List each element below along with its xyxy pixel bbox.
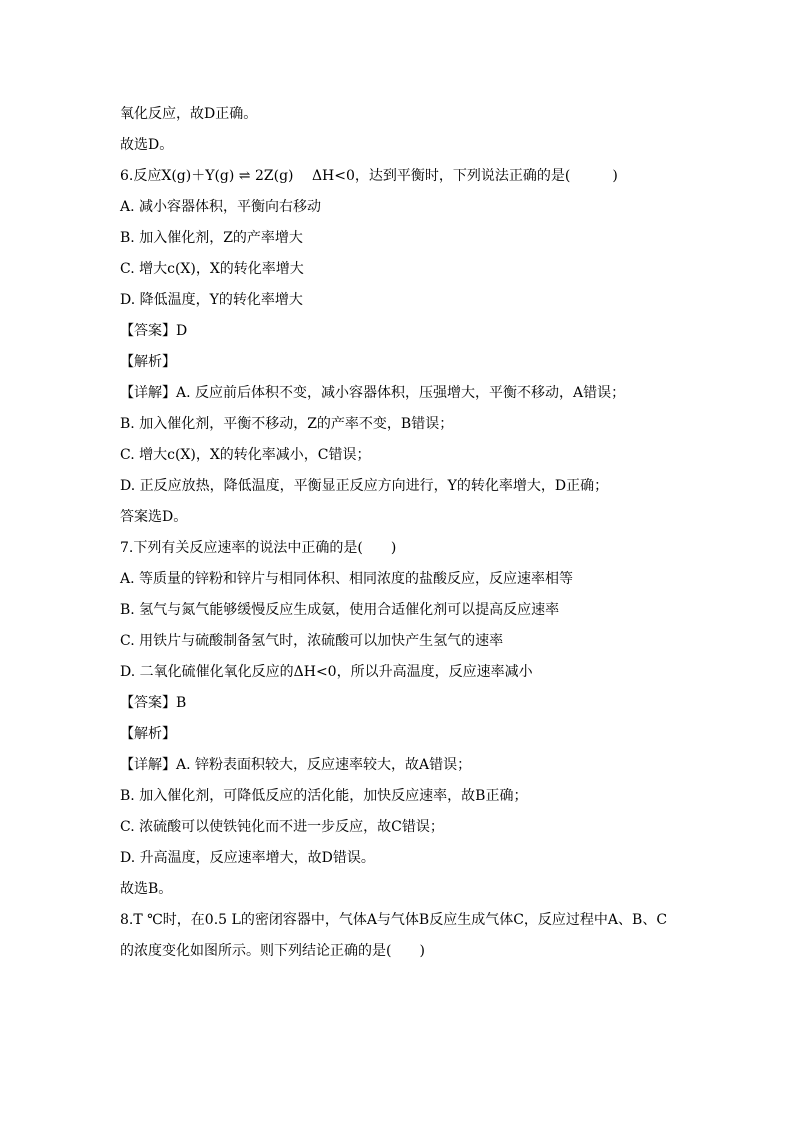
question-7-option-d: D. 二氧化硫催化氧化反应的ΔH<0，所以升高温度，反应速率减小: [120, 664, 533, 680]
question-6-option-d: D. 降低温度，Y的转化率增大: [120, 292, 303, 308]
question-6-detail-d: D. 正反应放热，降低温度，平衡显正反应方向进行，Y的转化率增大，D正确；: [120, 478, 609, 494]
question-7-conclusion: 故选B。: [120, 881, 173, 897]
question-7-option-c: C. 用铁片与硫酸制备氢气时，浓硫酸可以加快产生氢气的速率: [120, 633, 504, 649]
question-6-option-b: B. 加入催化剂，Z的产率增大: [120, 230, 303, 246]
question-6-stem: 6.反应X(g)＋Y(g) ⇌ 2Z(g) ΔH<0，达到平衡时，下列说法正确的是( ): [120, 168, 618, 184]
question-6-option-c: C. 增大c(X)，X的转化率增大: [120, 261, 304, 277]
question-7-stem: 7.下列有关反应速率的说法中正确的是( ): [120, 540, 397, 556]
question-7-option-a: A. 等质量的锌粉和锌片与相同体积、相同浓度的盐酸反应，反应速率相等: [120, 571, 574, 587]
question-7-detail-b: B. 加入催化剂，可降低反应的活化能，加快反应速率，故B正确；: [120, 788, 528, 804]
question-6-analysis-heading: 【解析】: [120, 354, 176, 370]
text-line-conclusion-q5: 故选D。: [120, 137, 174, 153]
text-line-continuation: 氧化反应，故D正确。: [120, 106, 258, 122]
question-7-analysis-heading: 【解析】: [120, 726, 176, 742]
question-6-detail-a: 【详解】A. 反应前后体积不变，减小容器体积，压强增大，平衡不移动，A错误；: [120, 385, 626, 401]
question-8-stem-line-1: 8.T ℃时，在0.5 L的密闭容器中，气体A与气体B反应生成气体C，反应过程中A、B、C: [120, 912, 668, 928]
question-8-stem-line-2: 的浓度变化如图所示。则下列结论正确的是( ): [120, 943, 425, 959]
question-7-detail-d: D. 升高温度，反应速率增大，故D错误。: [120, 850, 375, 866]
question-6-detail-c: C. 增大c(X)，X的转化率减小，C错误；: [120, 447, 371, 463]
question-6-option-a: A. 减小容器体积，平衡向右移动: [120, 199, 322, 215]
question-7-answer: 【答案】B: [120, 695, 187, 711]
question-7-detail-c: C. 浓硫酸可以使铁钝化而不进一步反应，故C错误；: [120, 819, 444, 835]
question-6-conclusion: 答案选D。: [120, 509, 188, 525]
question-6-answer: 【答案】D: [120, 323, 188, 339]
question-6-detail-b: B. 加入催化剂，平衡不移动，Z的产率不变，B错误；: [120, 416, 454, 432]
question-7-option-b: B. 氢气与氮气能够缓慢反应生成氨，使用合适催化剂可以提高反应速率: [120, 602, 560, 618]
question-7-detail-a: 【详解】A. 锌粉表面积较大，反应速率较大，故A错误；: [120, 757, 472, 773]
